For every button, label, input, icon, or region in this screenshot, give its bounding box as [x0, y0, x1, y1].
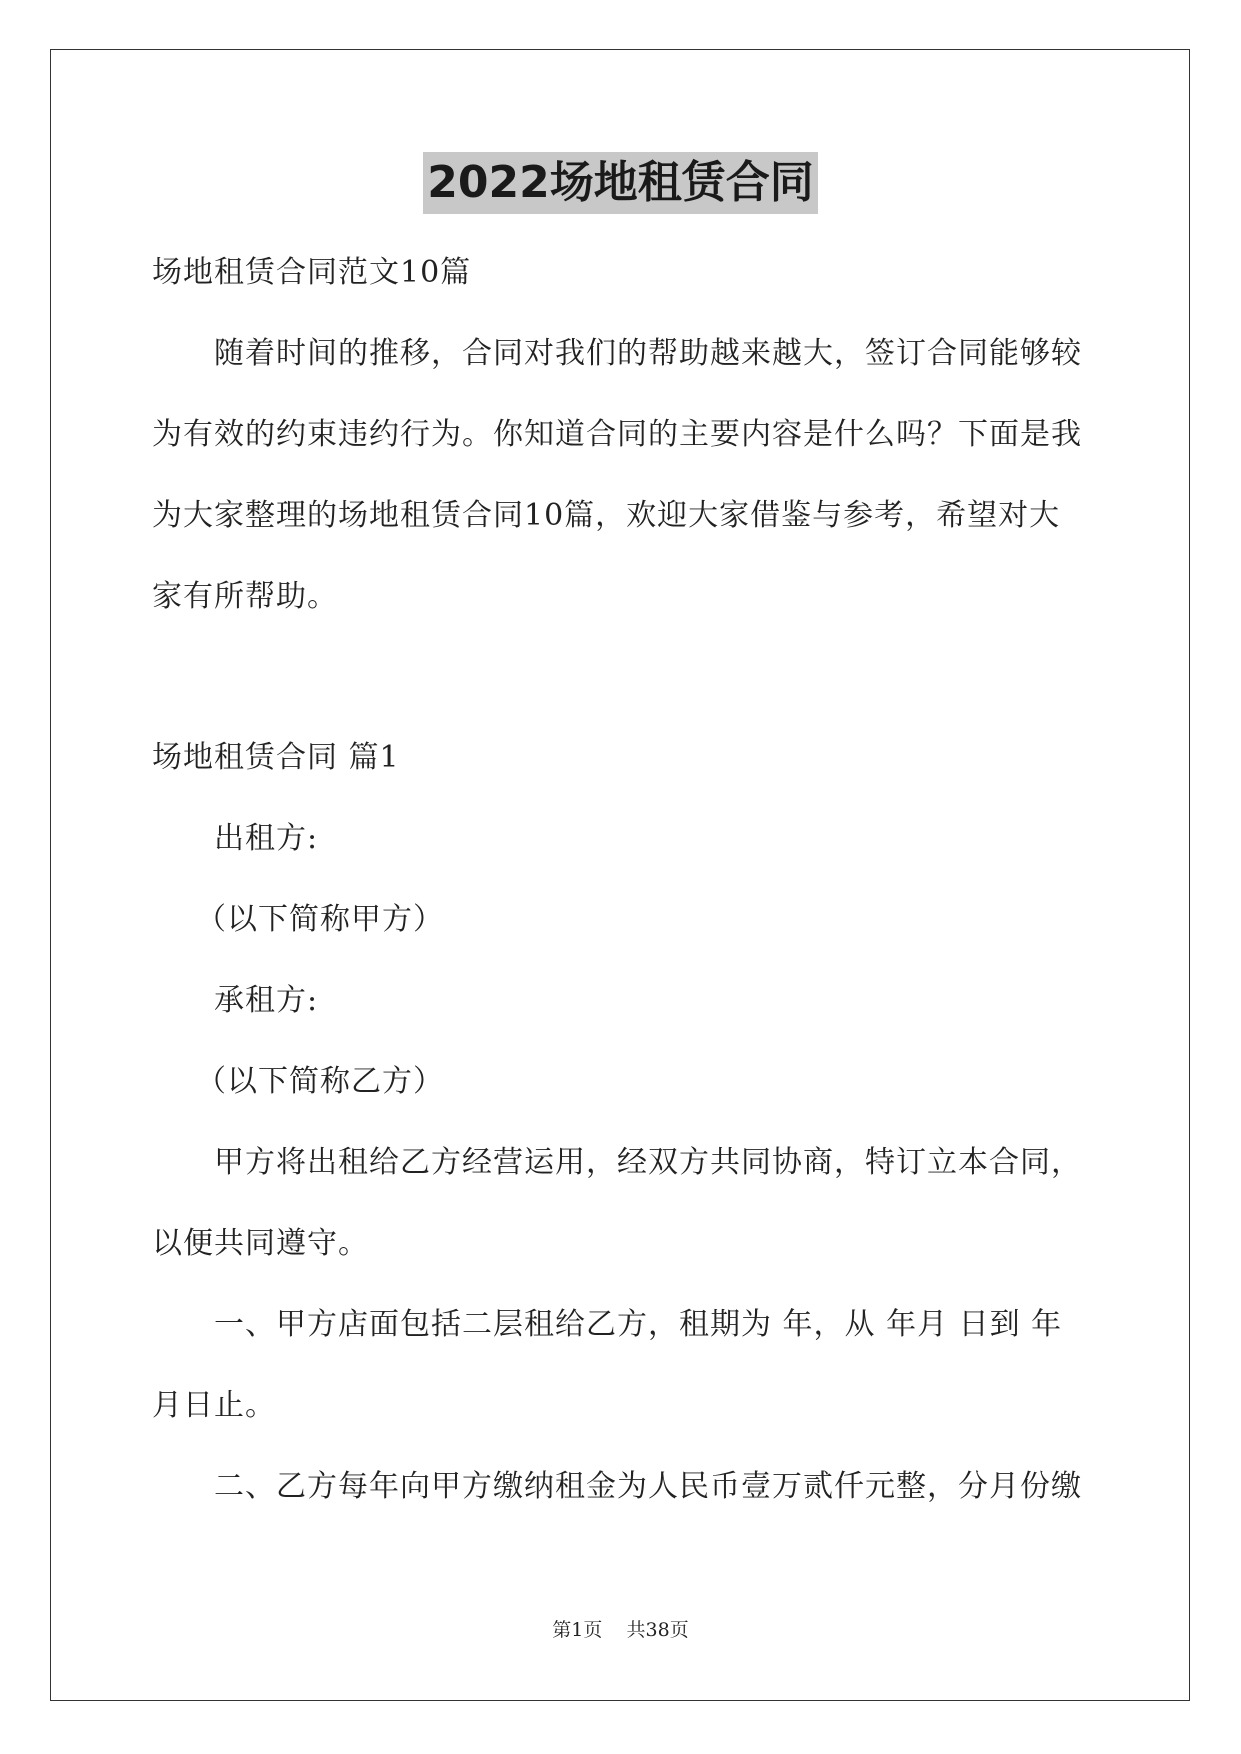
section-heading: 场地租赁合同 篇1	[152, 740, 400, 775]
document-subtitle: 场地租赁合同范文10篇	[152, 255, 472, 290]
lessee-label: 承租方:	[214, 983, 319, 1018]
section-gap	[152, 637, 1090, 717]
lessor-label: 出租方:	[214, 821, 319, 856]
clause-1: 一、甲方店面包括二层租给乙方，租期为 年，从 年月 日到 年月日止。	[152, 1307, 1063, 1423]
lessee-note: （以下简称乙方）	[196, 1064, 444, 1099]
document-body	[152, 232, 1090, 1527]
page-total: 共38页	[626, 1619, 689, 1641]
agreement-paragraph: 甲方将出租给乙方经营运用，经双方共同协商，特订立本合同，以便共同遵守。	[152, 1145, 1082, 1261]
document-title: 2022场地租赁合同	[423, 152, 817, 214]
clause-2: 二、乙方每年向甲方缴纳租金为人民币壹万贰仟元整，分月份缴	[214, 1469, 1082, 1504]
lessor-note: （以下简称甲方）	[196, 902, 444, 937]
intro-paragraph: 随着时间的推移，合同对我们的帮助越来越大，签订合同能够较为有效的约束违约行为。你知道合同的主要内容是什么吗？下面是我为大家整理的场地租赁合同10篇，欢迎大家借鉴与参考，希望对大家有所帮助。	[152, 336, 1082, 614]
page-number: 第1页	[552, 1619, 603, 1641]
title-container	[0, 152, 1241, 214]
page-footer	[0, 1615, 1241, 1642]
